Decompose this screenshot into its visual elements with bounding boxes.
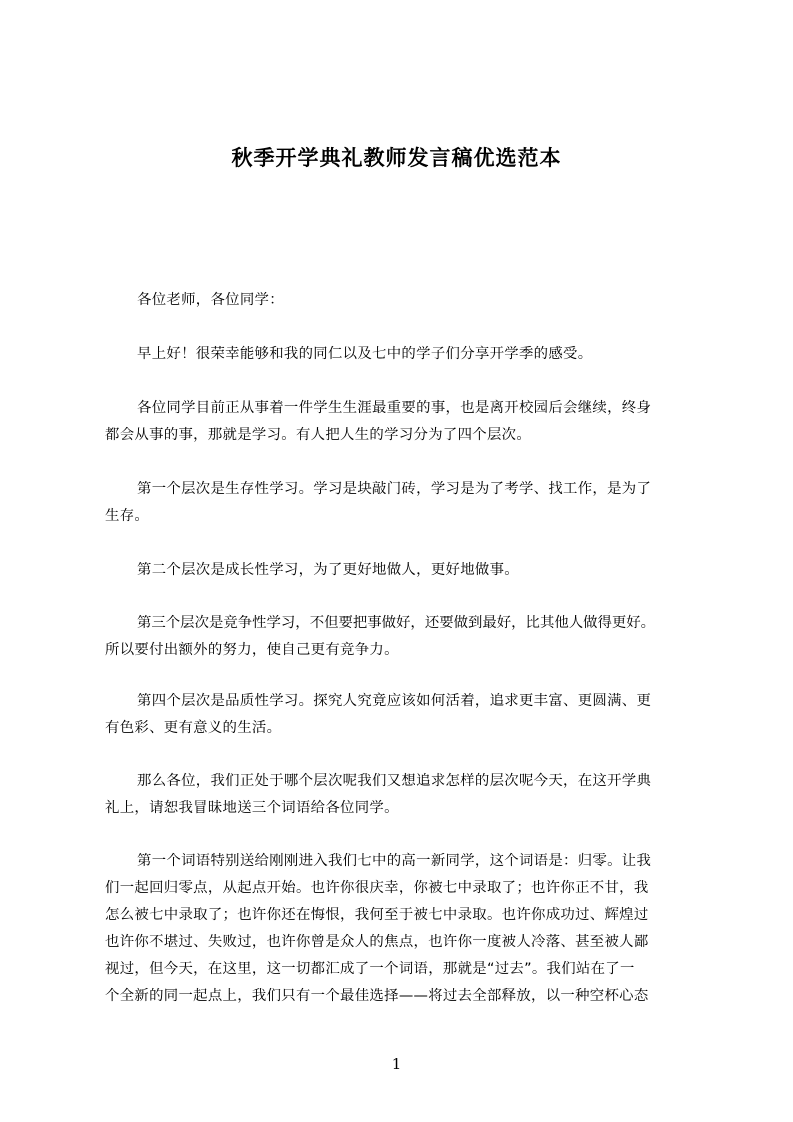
text-line: 所以要付出额外的努力，使自己更有竞争力。 xyxy=(105,642,399,658)
text-line: 第一个层次是生存性学习。学习是块敲门砖，学习是为了考学、找工作，是为了 xyxy=(137,481,652,497)
page-number: 1 xyxy=(391,1055,402,1073)
paragraph-three-words xyxy=(105,768,703,822)
text-line: 个全新的同一起点上，我们只有一个最佳选择——将过去全部释放，以一种空杯心态 xyxy=(105,988,649,1004)
text-line: 都会从事的事，那就是学习。有人把人生的学习分为了四个层次。 xyxy=(105,427,532,443)
text-line: 怎么被七中录取了；也许你还在悔恨，我何至于被七中录取。也许你成功过、辉煌过 xyxy=(105,907,649,923)
text-line: 各位同学目前正从事着一件学生生涯最重要的事，也是离开校园后会继续，终身 xyxy=(137,400,652,416)
paragraph-level-two xyxy=(105,557,703,584)
text-line: 视过，但今天，在这里，这一切都汇成了一个词语，那就是“过去”。我们站在了一 xyxy=(105,961,635,977)
text-line: 第二个层次是成长性学习，为了更好地做人，更好地做事。 xyxy=(137,562,519,578)
paragraph-level-three xyxy=(105,610,703,664)
paragraph-first-word xyxy=(105,848,703,1010)
text-line: 礼上，请恕我冒昧地送三个词语给各位同学。 xyxy=(105,800,399,816)
paragraph-level-four xyxy=(105,688,703,742)
text-line: 有色彩、更有意义的生活。 xyxy=(105,720,282,736)
paragraph-level-one xyxy=(105,476,703,530)
paragraph-opening xyxy=(105,341,703,368)
text-line: 第一个词语特别送给刚刚进入我们七中的高一新同学，这个词语是：归零。让我 xyxy=(137,853,652,869)
text-line: 各位老师，各位同学： xyxy=(137,292,284,308)
text-line: 那么各位，我们正处于哪个层次呢我们又想追求怎样的层次呢今天，在这开学典 xyxy=(137,773,652,789)
text-line: 早上好！很荣幸能够和我的同仁以及七中的学子们分享开学季的感受。 xyxy=(137,346,593,362)
text-line: 第三个层次是竞争性学习，不但要把事做好，还要做到最好，比其他人做得更好。 xyxy=(137,615,656,631)
text-line: 也许你不堪过、失败过，也许你曾是众人的焦点，也许你一度被人冷落、甚至被人鄙 xyxy=(105,934,649,950)
text-line: 生存。 xyxy=(105,508,150,524)
document-title: 秋季开学典礼教师发言稿优选范本 xyxy=(231,146,562,170)
text-line: 第四个层次是品质性学习。探究人究竟应该如何活着，追求更丰富、更圆满、更 xyxy=(137,693,652,709)
paragraph-greeting xyxy=(105,287,703,314)
text-line: 们一起回归零点，从起点开始。也许你很庆幸，你被七中录取了；也许你正不甘，我 xyxy=(105,880,649,896)
paragraph-learning xyxy=(105,395,703,449)
